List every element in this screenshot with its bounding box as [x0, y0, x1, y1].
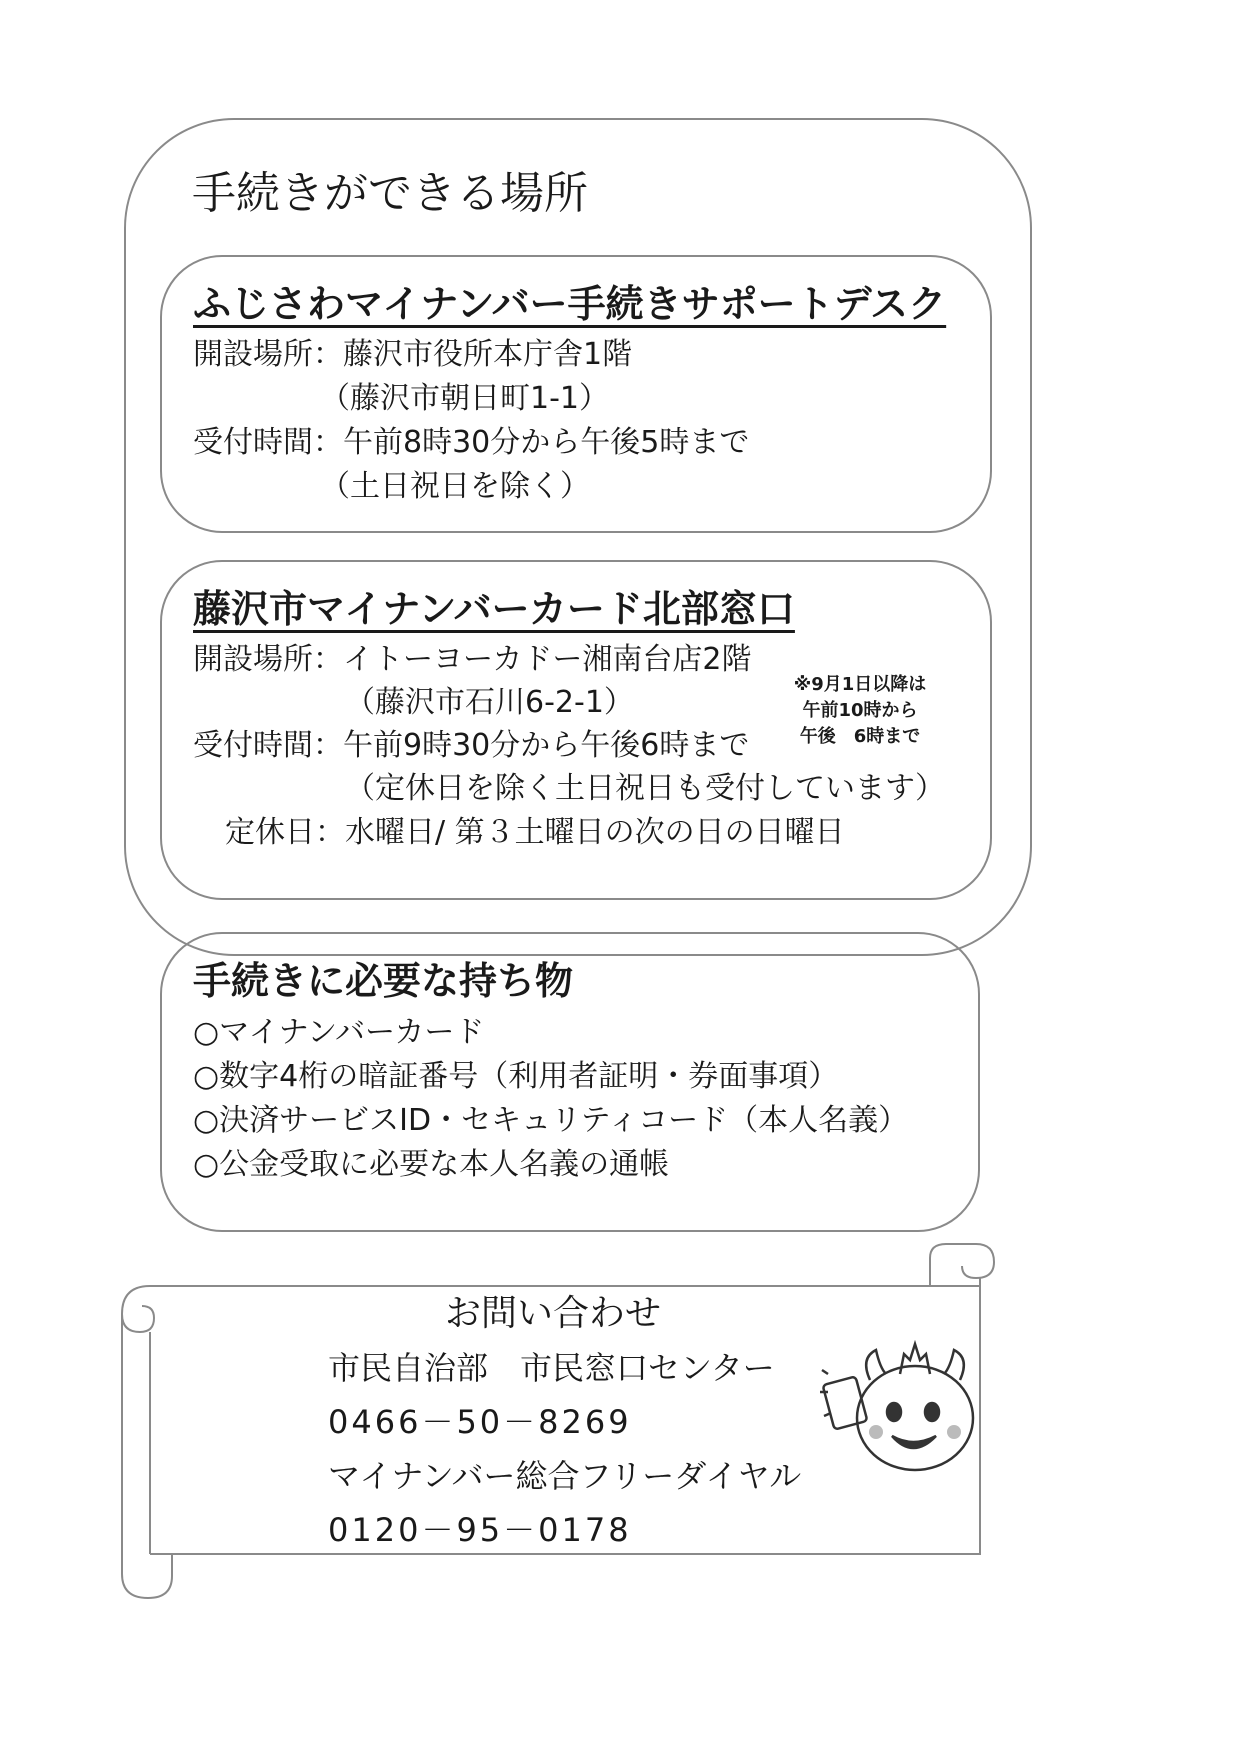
update-note-line: 午後 6時まで — [799, 726, 921, 748]
contact-phone: 0466－50－8269 — [328, 1403, 632, 1441]
contact-toll-free-phone: 0120－95－0178 — [328, 1511, 632, 1549]
support-desk-heading: ふじさわマイナンバー手続きサポートデスク — [193, 282, 947, 326]
support-desk-location: 開設場所：藤沢市役所本庁舎1階 — [193, 337, 633, 372]
update-note-line: 午前10時から — [802, 700, 918, 722]
mascot-icon — [820, 1340, 990, 1490]
list-item: ○マイナンバーカード — [193, 1015, 485, 1050]
required-items-heading: 手続きに必要な持ち物 — [193, 959, 574, 1003]
support-desk-address: （藤沢市朝日町1-1） — [320, 381, 609, 416]
update-note-line: ※9月1日以降は — [793, 674, 927, 695]
list-item: ○数字4桁の暗証番号（利用者証明・券面事項） — [193, 1059, 839, 1094]
page-title: 手続きができる場所 — [192, 168, 588, 219]
north-window-update-note — [770, 672, 950, 750]
list-item: ○決済サービスID・セキュリティコード（本人名義） — [193, 1103, 909, 1138]
contact-heading: お問い合わせ — [445, 1293, 662, 1334]
north-window-closed-days: 定休日：水曜日/ 第３土曜日の次の日の日曜日 — [225, 815, 845, 850]
support-desk-hours-note: （土日祝日を除く） — [320, 469, 590, 504]
north-window-hours: 受付時間：午前9時30分から午後6時まで — [193, 728, 750, 763]
north-window-location: 開設場所：イトーヨーカドー湘南台店2階 — [193, 642, 752, 677]
list-item: ○公金受取に必要な本人名義の通帳 — [193, 1147, 670, 1182]
support-desk-hours: 受付時間：午前8時30分から午後5時まで — [193, 425, 750, 460]
north-window-heading: 藤沢市マイナンバーカード北部窓口 — [193, 587, 795, 631]
north-window-hours-note: （定休日を除く土日祝日も受付しています） — [345, 771, 945, 806]
contact-toll-free-name: マイナンバー総合フリーダイヤル — [328, 1457, 802, 1495]
contact-department: 市民自治部 市民窓口センター — [328, 1349, 775, 1387]
north-window-address: （藤沢市石川6-2-1） — [345, 685, 634, 720]
